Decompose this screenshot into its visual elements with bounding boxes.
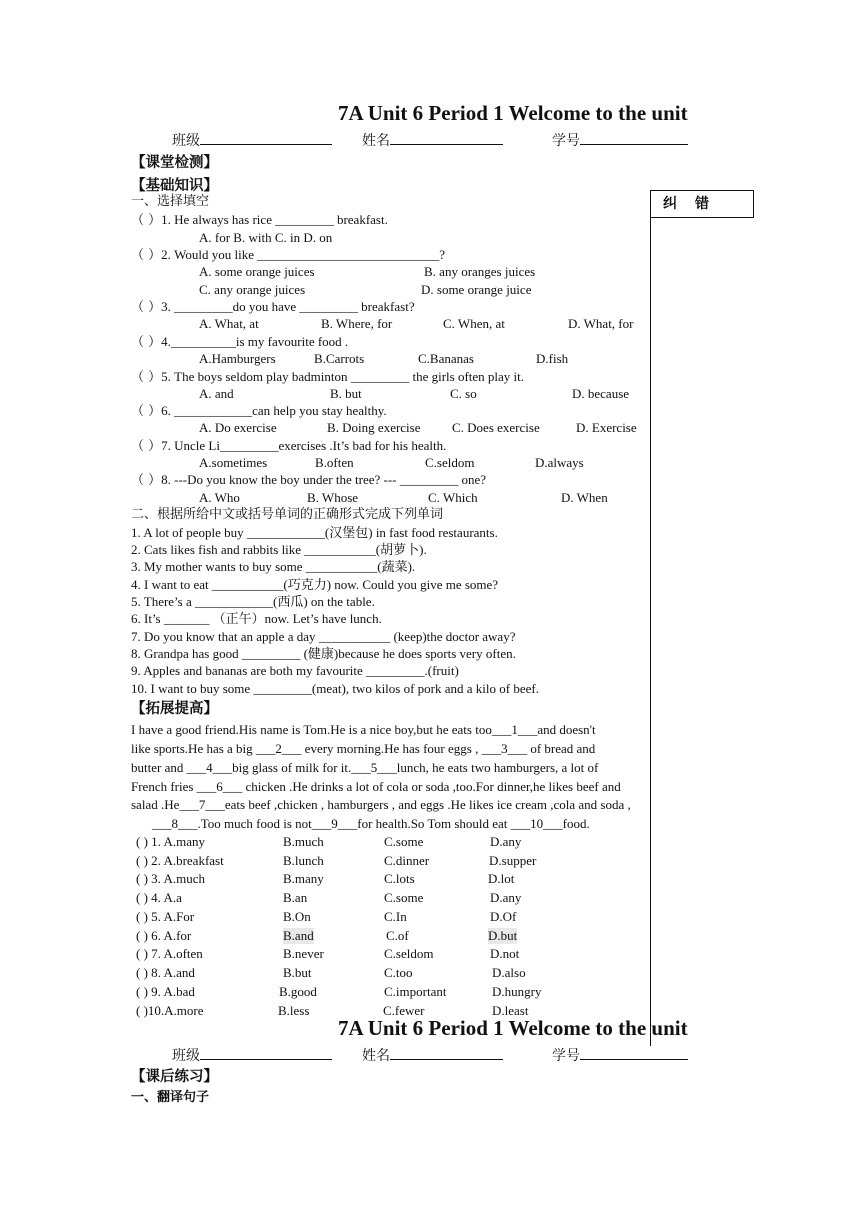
part2-title: 二、根据所给中文或括号单词的正确形式完成下列单词 [131, 507, 444, 522]
mc-question-4: （ ）4.__________is my favourite food . [131, 334, 349, 350]
mc-option-7c: C.seldom [425, 455, 475, 470]
mc-option-3b: B. Where, for [321, 316, 393, 331]
mc-question-3: （ ）3. _________do you have _________ breakfast? [131, 299, 415, 315]
mc-option-6b: B. Doing exercise [327, 420, 421, 435]
name-field-2: 姓名 [362, 1045, 503, 1065]
mc-question-7: （ ）7. Uncle Li_________exercises .It’s bad for his health. [131, 438, 447, 454]
part1-title: 一、选择填空 [131, 194, 210, 209]
mc-option-8d: D. When [561, 490, 608, 505]
mc-option-4d: D.fish [536, 351, 569, 366]
page-title-2: 7A Unit 6 Period 1 Welcome to the unit [338, 1016, 688, 1040]
cloze-line-3: butter and ___4___big glass of milk for it.___5___lunch, he eats two hamburgers, a lot of [131, 760, 599, 775]
mc-question-1: （ ）1. He always has rice _________ breakfast. [131, 212, 388, 228]
mc-option-5b: B. but [330, 386, 362, 401]
mc-option-2d: D. some orange juice [421, 282, 532, 297]
fill-item-9: 9. Apples and bananas are both my favourite _________.(fruit) [131, 663, 459, 678]
mc-option-2c: C. any orange juices [199, 282, 306, 297]
mc-question-6: （ ）6. ____________can help you stay healthy. [131, 403, 387, 419]
cloze-line-6: ___8___.Too much food is not___9___for health.So Tom should eat ___10___food. [152, 816, 590, 831]
mc-option-7b: B.often [315, 455, 354, 470]
mc-option-8a: A. Who [199, 490, 240, 505]
cloze-line-1: I have a good friend.His name is Tom.He is a nice boy,but he eats too___1___and doesn't [131, 722, 596, 737]
correction-box: 纠错 [650, 190, 754, 218]
mc-option-5c: C. so [450, 386, 477, 401]
fill-item-5: 5. There’s a ____________(西瓜) on the table. [131, 594, 375, 609]
mc-question-2: （ ）2. Would you like ____________________________? [131, 247, 445, 263]
mc-option-6d: D. Exercise [576, 420, 637, 435]
class-field-2: 班级 [172, 1045, 332, 1065]
mc-option-8b: B. Whose [307, 490, 359, 505]
correction-column-divider [650, 218, 651, 1046]
fill-item-8: 8. Grandpa has good _________ (健康)because he does sports very often. [131, 646, 516, 661]
mc-option-3d: D. What, for [568, 316, 634, 331]
heading-classroom-check: 【课堂检测】 [131, 155, 218, 171]
fill-item-2: 2. Cats likes fish and rabbits like ___________(胡萝卜). [131, 542, 427, 557]
mc-option-7a: A.sometimes [199, 455, 268, 470]
page-title: 7A Unit 6 Period 1 Welcome to the unit [338, 101, 688, 125]
mc-option-2a: A. some orange juices [199, 264, 315, 279]
mc-option-4b: B.Carrots [314, 351, 365, 366]
mc-option-5a: A. and [199, 386, 234, 401]
mc-option-3a: A. What, at [199, 316, 259, 331]
cloze-line-2: like sports.He has a big ___2___ every morning.He has four eggs , ___3___ of bread and [131, 741, 596, 756]
mc-options-1: A. for B. with C. in D. on [199, 230, 333, 245]
heading-basic-knowledge: 【基础知识】 [131, 178, 218, 194]
student-number-field: 学号 [552, 130, 688, 150]
fill-item-6: 6. It’s _______ （正午）now. Let’s have lunch. [131, 611, 382, 626]
fill-item-7: 7. Do you know that an apple a day ___________ (keep)the doctor away? [131, 629, 516, 644]
part3-title: 一、翻译句子 [131, 1090, 210, 1105]
mc-question-8: （ ）8. ---Do you know the boy under the tree? --- _________ one? [131, 472, 487, 488]
cloze-line-4: French fries ___6___ chicken .He drinks a lot of cola or soda ,too.For dinner,he likes beef and [131, 779, 621, 794]
mc-option-4a: A.Hamburgers [199, 351, 276, 366]
heading-after-class: 【课后练习】 [131, 1069, 218, 1085]
mc-option-7d: D.always [535, 455, 584, 470]
heading-extension: 【拓展提高】 [131, 701, 218, 717]
class-field: 班级 [172, 130, 332, 150]
fill-item-10: 10. I want to buy some _________(meat), two kilos of pork and a kilo of beef. [131, 681, 539, 696]
cloze-line-5: salad .He___7___eats beef ,chicken , hamburgers , and eggs .He likes ice cream ,cola and soda , [131, 797, 631, 812]
mc-question-5: （ ）5. The boys seldom play badminton _________ the girls often play it. [131, 369, 525, 385]
mc-option-4c: C.Bananas [418, 351, 474, 366]
fill-item-1: 1. A lot of people buy ____________(汉堡包) in fast food restaurants. [131, 525, 498, 540]
mc-option-6a: A. Do exercise [199, 420, 277, 435]
mc-option-3c: C. When, at [443, 316, 505, 331]
name-field: 姓名 [362, 130, 503, 150]
mc-option-2b: B. any oranges juices [424, 264, 536, 279]
student-number-field-2: 学号 [552, 1045, 688, 1065]
mc-option-5d: D. because [572, 386, 630, 401]
mc-option-6c: C. Does exercise [452, 420, 540, 435]
fill-item-3: 3. My mother wants to buy some ___________(蔬菜). [131, 559, 416, 574]
fill-item-4: 4. I want to eat ___________(巧克力) now. Could you give me some? [131, 577, 499, 592]
mc-option-8c: C. Which [428, 490, 478, 505]
